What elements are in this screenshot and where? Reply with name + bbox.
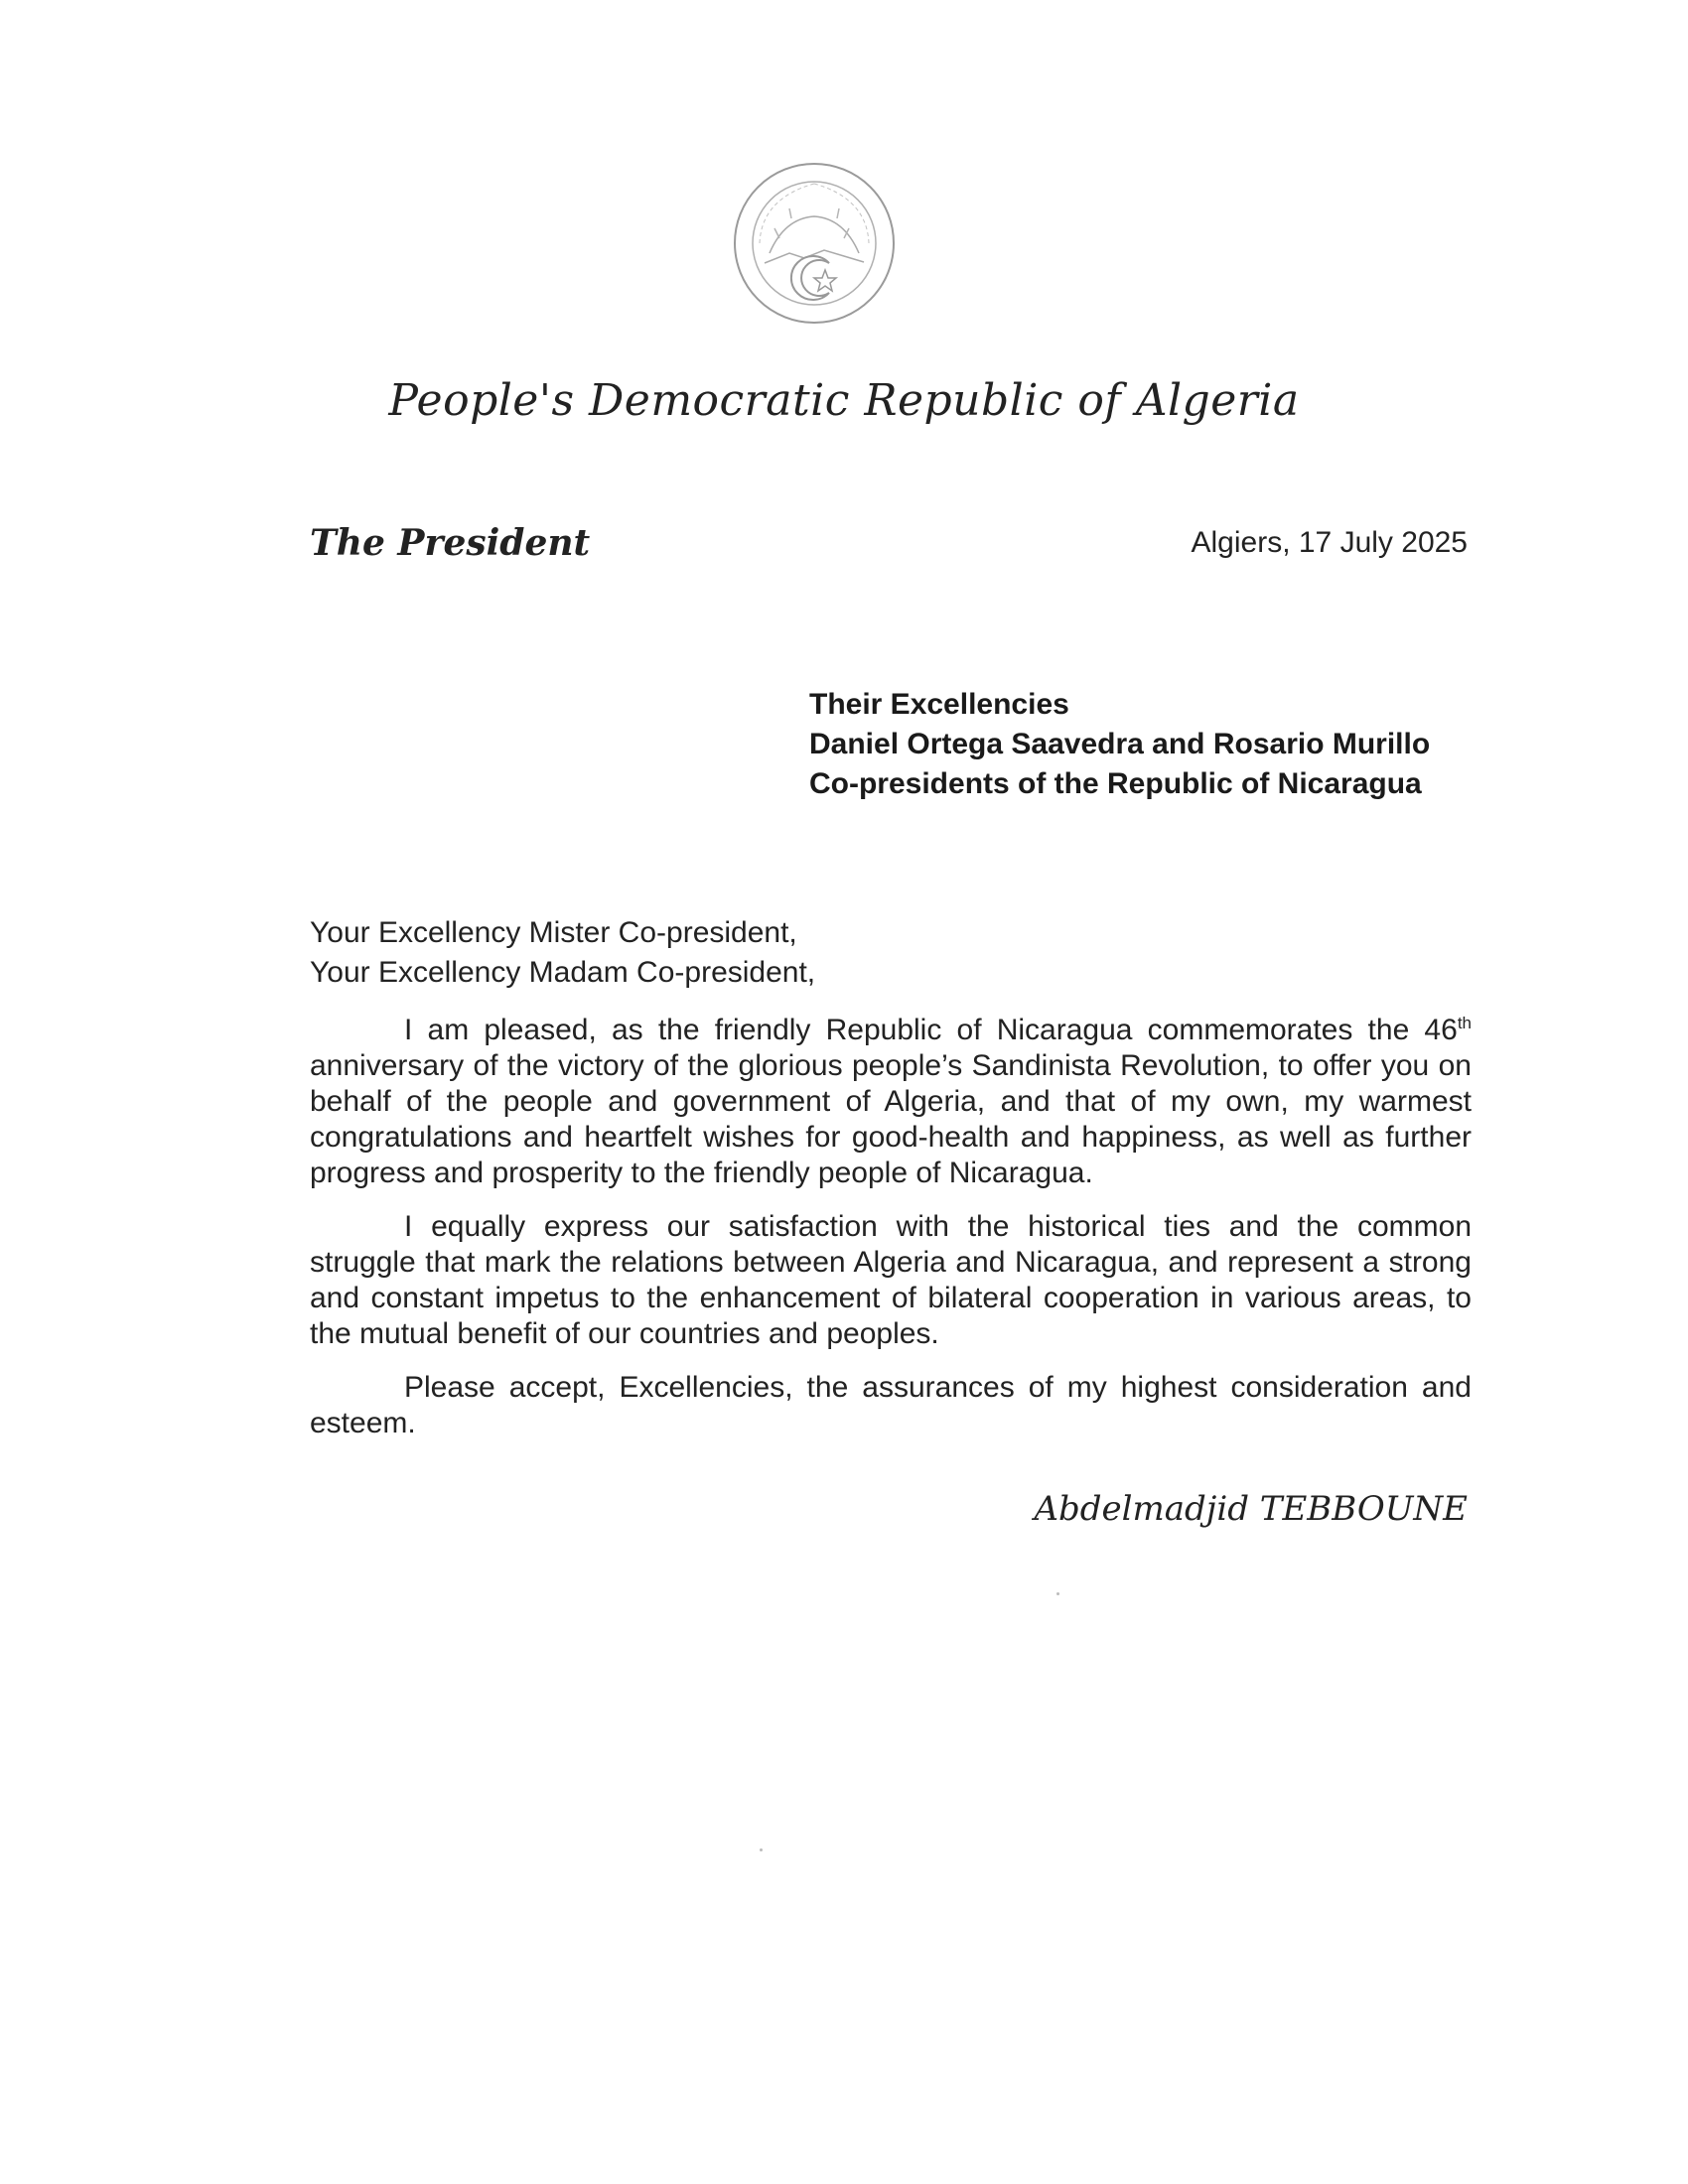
addressee-line: Daniel Ortega Saavedra and Rosario Murillo [809, 728, 1431, 760]
scan-speck [1056, 1592, 1059, 1595]
salutation-block [310, 913, 815, 993]
addressee-block [809, 685, 1430, 804]
country-name-heading: People's Democratic Republic of Algeria [388, 375, 1300, 426]
salutation-line: Your Excellency Madam Co-president, [310, 956, 816, 989]
body-paragraph: Please accept, Excellencies, the assurances of my highest consideration and esteem. [310, 1371, 1472, 1439]
salutation-line: Your Excellency Mister Co-president, [310, 916, 797, 949]
body-paragraph [310, 1013, 1472, 1191]
algeria-state-seal-icon [730, 159, 899, 328]
signature-name: Abdelmadjid TEBBOUNE [1034, 1489, 1468, 1529]
body-text: anniversary of the victory of the glorious people’s Sandinista Revolution, to offer you on behalf of the people and government of Algeria, and that of my own, my warmest congratulations and heartfelt wishes for good-health and happiness, as well as further progress and prosperity to the friendly people of Nicaragua. [310, 1049, 1472, 1189]
ordinal-suffix: th [1457, 1014, 1472, 1032]
scan-speck [760, 1848, 763, 1851]
sender-title: The President [310, 522, 591, 564]
letter-body [310, 1013, 1472, 1459]
body-paragraph: I equally express our satisfaction with the historical ties and the common struggle that mark the relations between Algeria and Nicaragua, and represent a strong and constant impetus to the enhancement of bilateral cooperation in various areas, to the mutual benefit of our countries and peoples. [310, 1210, 1472, 1350]
place-date: Algiers, 17 July 2025 [1191, 526, 1468, 559]
addressee-line: Co-presidents of the Republic of Nicaragua [809, 767, 1422, 800]
body-text: I am pleased, as the friendly Republic of Nicaragua commemorates the 46 [404, 1014, 1458, 1046]
addressee-line: Their Excellencies [809, 688, 1069, 721]
